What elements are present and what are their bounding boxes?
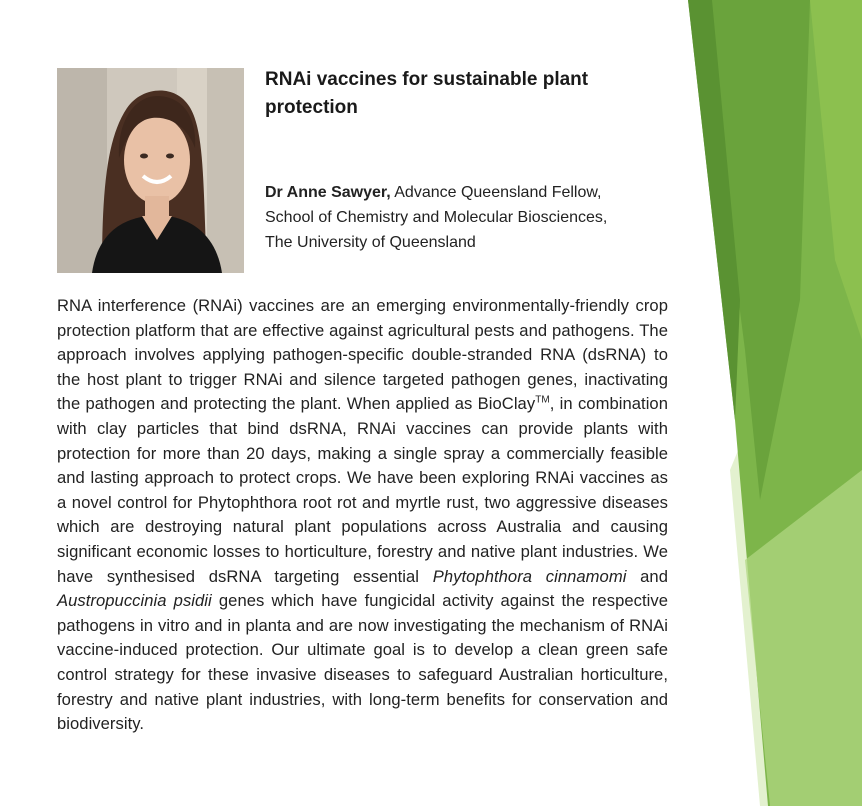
species-name-2: Austropuccinia psidii [57, 591, 212, 611]
abstract-text [57, 294, 668, 737]
author-institution: The University of Queensland [265, 234, 476, 251]
author-department: School of Chemistry and Molecular Biosciences, [265, 209, 608, 226]
trademark-superscript: TM [535, 394, 550, 406]
author-photo [57, 68, 244, 273]
author-position: Advance Queensland Fellow, [394, 184, 602, 201]
author-line-1 [265, 180, 685, 205]
author-info [265, 180, 685, 255]
talk-title: RNAi vaccines for sustainable plant protection [265, 69, 589, 118]
abstract-and: and [626, 566, 668, 586]
author-name: Dr Anne Sawyer, [265, 184, 391, 201]
abstract-part-1: RNA interference (RNAi) vaccines are an emerging environmentally-friendly crop protection platform that are effective against agricultural pests and pathogens. The approach involves applying pathogen-specific double-stranded RNA (dsRNA) to the host plant to trigger RNAi and silence targeted pathogen genes, inactivating the pathogen and protecting the plant. When applied as BioClay [57, 296, 668, 414]
abstract-part-3: genes which have fungicidal activity against the respective pathogens in vitro and in planta and are now investigating the mechanism of RNAi vaccine-induced protection. Our ultimate goal is to develop a clean green safe control strategy for these invasive diseases to safeguard Australian horticulture, forestry and native plant industries, with long-term benefits for conservation and biodiversity. [57, 591, 668, 734]
abstract-part-2: , in combination with clay particles that bind dsRNA, RNAi vaccines can provide plants with protection for more than 20 days, making a single spray a commercially feasible and lasting approach to protect crops. We have been exploring RNAi vaccines as a novel control for Phytophthora root rot and myrtle rust, two aggressive diseases which are destroying natural plant populations across Australia and causing significant economic losses to horticulture, forestry and native plant industries. We have synthesised dsRNA targeting essential [57, 394, 668, 586]
species-name-1: Phytophthora cinnamomi [432, 566, 627, 586]
